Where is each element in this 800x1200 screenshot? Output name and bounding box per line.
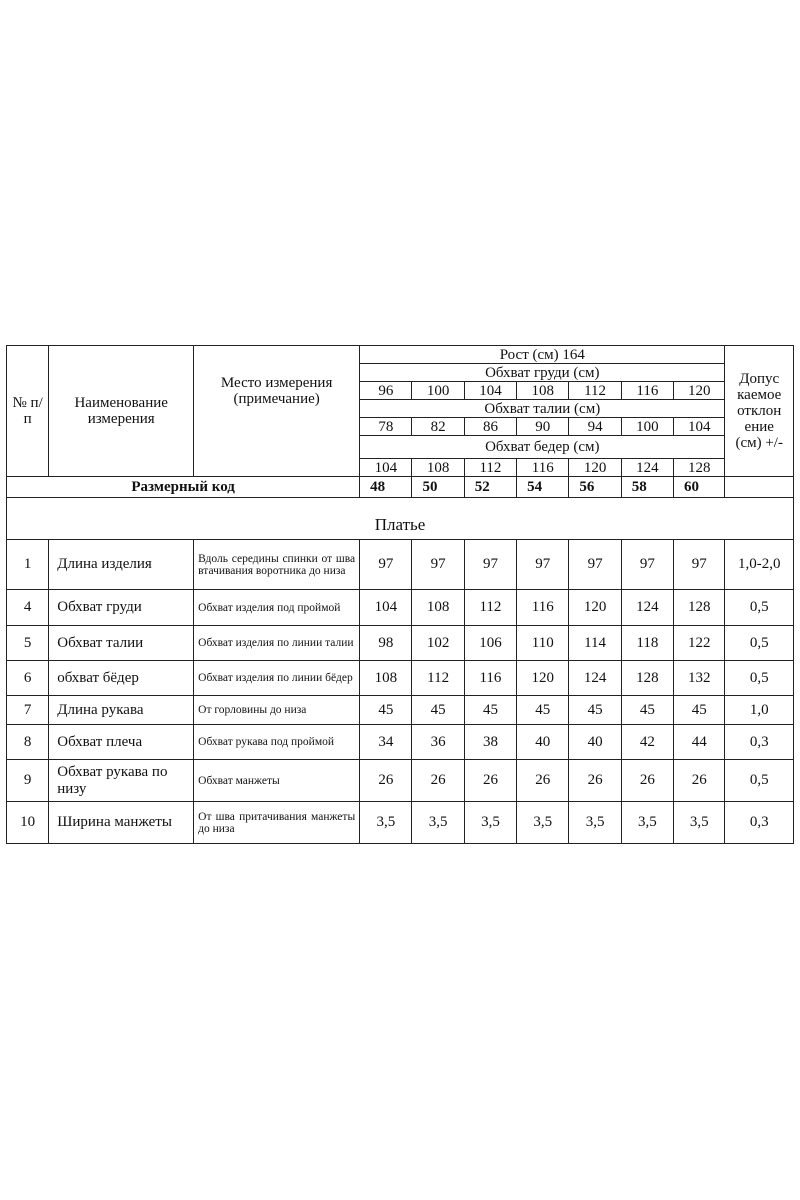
row-value: 40 — [517, 725, 569, 760]
row-note: От шва притачивания манжеты до низа — [194, 802, 360, 844]
chest-value: 100 — [412, 382, 464, 400]
row-note: Обхват изделия под проймой — [194, 590, 360, 626]
row-value: 97 — [621, 540, 673, 590]
row-value: 112 — [412, 661, 464, 696]
table-row — [7, 696, 794, 725]
row-tolerance: 1,0-2,0 — [725, 540, 794, 590]
row-tolerance: 0,5 — [725, 760, 794, 802]
row-name: Обхват плеча — [49, 725, 194, 760]
waist-header: Обхват талии (см) — [360, 400, 725, 418]
size-code: 48 — [360, 477, 412, 498]
table-row — [7, 760, 794, 802]
size-code: 60 — [674, 477, 725, 498]
row-value: 128 — [674, 590, 725, 626]
name-header: Наименование измерения — [49, 346, 194, 477]
chest-value: 108 — [517, 382, 569, 400]
hips-value: 120 — [569, 459, 621, 477]
row-value: 102 — [412, 626, 464, 661]
row-name: Обхват груди — [49, 590, 194, 626]
row-value: 108 — [360, 661, 412, 696]
waist-value: 86 — [464, 418, 516, 436]
row-value: 132 — [674, 661, 725, 696]
row-tolerance: 0,5 — [725, 626, 794, 661]
row-note: Обхват изделия по линии бёдер — [194, 661, 360, 696]
row-tolerance: 0,5 — [725, 661, 794, 696]
row-value: 26 — [517, 760, 569, 802]
row-tolerance: 1,0 — [725, 696, 794, 725]
waist-value: 78 — [360, 418, 412, 436]
row-value: 3,5 — [360, 802, 412, 844]
row-tolerance: 0,5 — [725, 590, 794, 626]
row-value: 98 — [360, 626, 412, 661]
row-value: 45 — [517, 696, 569, 725]
table-row — [7, 626, 794, 661]
row-value: 97 — [674, 540, 725, 590]
row-num: 4 — [7, 590, 49, 626]
chest-value: 120 — [674, 382, 725, 400]
row-value: 3,5 — [621, 802, 673, 844]
size-code: 50 — [412, 477, 464, 498]
row-value: 3,5 — [517, 802, 569, 844]
row-value: 3,5 — [569, 802, 621, 844]
row-value: 124 — [569, 661, 621, 696]
size-code: 54 — [517, 477, 569, 498]
row-value: 44 — [674, 725, 725, 760]
size-code: 58 — [621, 477, 673, 498]
header-row — [7, 346, 794, 364]
size-code: 56 — [569, 477, 621, 498]
row-value: 40 — [569, 725, 621, 760]
row-value: 34 — [360, 725, 412, 760]
row-value: 45 — [569, 696, 621, 725]
waist-value: 100 — [621, 418, 673, 436]
row-value: 26 — [412, 760, 464, 802]
waist-value: 82 — [412, 418, 464, 436]
row-value: 120 — [517, 661, 569, 696]
row-value: 3,5 — [412, 802, 464, 844]
row-value: 118 — [621, 626, 673, 661]
row-value: 3,5 — [464, 802, 516, 844]
row-name: Длина изделия — [49, 540, 194, 590]
row-value: 110 — [517, 626, 569, 661]
row-name: Ширина манжеты — [49, 802, 194, 844]
row-value: 26 — [621, 760, 673, 802]
row-num: 10 — [7, 802, 49, 844]
waist-value: 104 — [674, 418, 725, 436]
table-row — [7, 802, 794, 844]
table-row — [7, 725, 794, 760]
waist-value: 94 — [569, 418, 621, 436]
size-chart — [6, 345, 794, 844]
row-value: 120 — [569, 590, 621, 626]
row-value: 104 — [360, 590, 412, 626]
row-name: Длина рукава — [49, 696, 194, 725]
size-code-row — [7, 477, 794, 498]
chest-value: 96 — [360, 382, 412, 400]
row-value: 106 — [464, 626, 516, 661]
height-header: Рост (см) 164 — [360, 346, 725, 364]
row-value: 36 — [412, 725, 464, 760]
row-value: 97 — [464, 540, 516, 590]
row-value: 45 — [621, 696, 673, 725]
hips-value: 108 — [412, 459, 464, 477]
row-note: Обхват изделия по линии талии — [194, 626, 360, 661]
hips-value: 128 — [674, 459, 725, 477]
section-title: Платье — [7, 498, 794, 540]
row-tolerance: 0,3 — [725, 725, 794, 760]
row-value: 97 — [412, 540, 464, 590]
row-value: 116 — [517, 590, 569, 626]
row-value: 45 — [674, 696, 725, 725]
row-value: 128 — [621, 661, 673, 696]
hips-value: 104 — [360, 459, 412, 477]
row-value: 26 — [360, 760, 412, 802]
row-value: 97 — [569, 540, 621, 590]
chest-value: 112 — [569, 382, 621, 400]
chest-header: Обхват груди (см) — [360, 364, 725, 382]
row-value: 42 — [621, 725, 673, 760]
row-value: 97 — [517, 540, 569, 590]
hips-value: 116 — [517, 459, 569, 477]
row-value: 97 — [360, 540, 412, 590]
table-row — [7, 590, 794, 626]
row-num: 6 — [7, 661, 49, 696]
row-note: Обхват манжеты — [194, 760, 360, 802]
row-value: 3,5 — [674, 802, 725, 844]
table-row — [7, 540, 794, 590]
num-header: № п/п — [7, 346, 49, 477]
row-name: Обхват рукава по низу — [49, 760, 194, 802]
row-value: 45 — [412, 696, 464, 725]
row-name: обхват бёдер — [49, 661, 194, 696]
row-note: Вдоль середины спинки от шва втачивания воротника до низа — [194, 540, 360, 590]
chest-value: 116 — [621, 382, 673, 400]
size-table — [6, 345, 794, 844]
row-value: 26 — [674, 760, 725, 802]
place-header: Место измерения (примечание) — [194, 346, 360, 477]
row-name: Обхват талии — [49, 626, 194, 661]
row-num: 9 — [7, 760, 49, 802]
hips-header: Обхват бедер (см) — [360, 436, 725, 459]
row-value: 116 — [464, 661, 516, 696]
row-value: 112 — [464, 590, 516, 626]
chest-value: 104 — [464, 382, 516, 400]
row-note: От горловины до низа — [194, 696, 360, 725]
size-code: 52 — [464, 477, 516, 498]
row-num: 7 — [7, 696, 49, 725]
row-value: 38 — [464, 725, 516, 760]
row-note: Обхват рукава под проймой — [194, 725, 360, 760]
hips-value: 112 — [464, 459, 516, 477]
size-code-label: Размерный код — [7, 477, 360, 498]
table-row — [7, 661, 794, 696]
row-value: 108 — [412, 590, 464, 626]
row-value: 122 — [674, 626, 725, 661]
waist-value: 90 — [517, 418, 569, 436]
section-row — [7, 498, 794, 540]
row-num: 1 — [7, 540, 49, 590]
row-num: 5 — [7, 626, 49, 661]
hips-value: 124 — [621, 459, 673, 477]
row-num: 8 — [7, 725, 49, 760]
tolerance-header: Допус каемое отклон ение (см) +/- — [725, 346, 794, 477]
row-value: 114 — [569, 626, 621, 661]
row-value: 26 — [569, 760, 621, 802]
size-code-empty — [725, 477, 794, 498]
row-value: 45 — [464, 696, 516, 725]
row-value: 124 — [621, 590, 673, 626]
row-value: 45 — [360, 696, 412, 725]
row-value: 26 — [464, 760, 516, 802]
row-tolerance: 0,3 — [725, 802, 794, 844]
